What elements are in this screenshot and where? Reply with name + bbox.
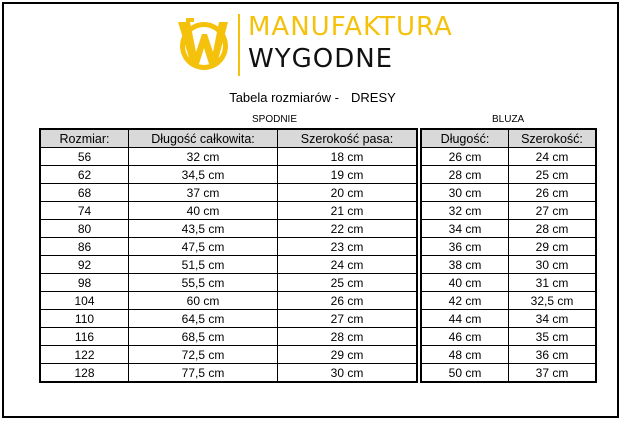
cell-size: 56: [40, 148, 129, 166]
cell-top-width: 37 cm: [509, 364, 597, 383]
cell-top-width: 35 cm: [509, 328, 597, 346]
table-row: [40, 166, 596, 184]
cell-size: 116: [40, 328, 129, 346]
cell-waist-width: 22 cm: [278, 220, 418, 238]
header-size: Rozmiar:: [40, 129, 129, 148]
header-top-width: Szerokość:: [509, 129, 597, 148]
cell-waist-width: 25 cm: [278, 274, 418, 292]
size-table: [39, 128, 597, 383]
cell-size: 68: [40, 184, 129, 202]
cell-size: 74: [40, 202, 129, 220]
cell-waist-width: 20 cm: [278, 184, 418, 202]
cell-top-width: 32,5 cm: [509, 292, 597, 310]
cell-total-length: 37 cm: [129, 184, 278, 202]
cell-top-width: 25 cm: [509, 166, 597, 184]
table-row: [40, 220, 596, 238]
cell-waist-width: 24 cm: [278, 256, 418, 274]
cell-total-length: 60 cm: [129, 292, 278, 310]
cell-size: 86: [40, 238, 129, 256]
table-row: [40, 310, 596, 328]
cell-total-length: 55,5 cm: [129, 274, 278, 292]
cell-total-length: 77,5 cm: [129, 364, 278, 383]
cell-top-width: 27 cm: [509, 202, 597, 220]
table-row: [40, 274, 596, 292]
table-row: [40, 346, 596, 364]
table-row: [40, 238, 596, 256]
header-total-length: Długość całkowita:: [129, 129, 278, 148]
section-label-pants: SPODNIE: [252, 114, 298, 125]
cell-size: 92: [40, 256, 129, 274]
cell-total-length: 64,5 cm: [129, 310, 278, 328]
cell-top-length: 30 cm: [421, 184, 509, 202]
cell-size: 80: [40, 220, 129, 238]
cell-total-length: 51,5 cm: [129, 256, 278, 274]
cell-top-length: 32 cm: [421, 202, 509, 220]
cell-total-length: 43,5 cm: [129, 220, 278, 238]
cell-total-length: 40 cm: [129, 202, 278, 220]
section-label-top: BLUZA: [492, 114, 525, 125]
cell-top-length: 28 cm: [421, 166, 509, 184]
cell-waist-width: 30 cm: [278, 364, 418, 383]
cell-size: 128: [40, 364, 129, 383]
header-waist-width: Szerokość pasa:: [278, 129, 418, 148]
cell-top-length: 48 cm: [421, 346, 509, 364]
cell-top-length: 38 cm: [421, 256, 509, 274]
chart-title: [4, 90, 621, 105]
cell-waist-width: 29 cm: [278, 346, 418, 364]
cell-size: 98: [40, 274, 129, 292]
table-row: [40, 292, 596, 310]
logo-divider: [238, 14, 240, 76]
table-header-row: [40, 129, 596, 148]
cell-waist-width: 19 cm: [278, 166, 418, 184]
cell-top-width: 36 cm: [509, 346, 597, 364]
table-row: [40, 364, 596, 383]
cell-total-length: 68,5 cm: [129, 328, 278, 346]
table-row: [40, 202, 596, 220]
cell-top-width: 26 cm: [509, 184, 597, 202]
cell-waist-width: 28 cm: [278, 328, 418, 346]
cell-waist-width: 26 cm: [278, 292, 418, 310]
brand-name-line2: WYGODNE: [248, 44, 394, 74]
cell-top-width: 24 cm: [509, 148, 597, 166]
cell-total-length: 34,5 cm: [129, 166, 278, 184]
cell-waist-width: 27 cm: [278, 310, 418, 328]
cell-total-length: 47,5 cm: [129, 238, 278, 256]
size-chart-frame: [2, 2, 619, 418]
cell-top-length: 26 cm: [421, 148, 509, 166]
cell-top-width: 31 cm: [509, 274, 597, 292]
cell-top-length: 44 cm: [421, 310, 509, 328]
cell-top-length: 34 cm: [421, 220, 509, 238]
table-row: [40, 148, 596, 166]
cell-top-width: 30 cm: [509, 256, 597, 274]
cell-size: 62: [40, 166, 129, 184]
cell-waist-width: 21 cm: [278, 202, 418, 220]
cell-top-length: 50 cm: [421, 364, 509, 383]
cell-top-width: 29 cm: [509, 238, 597, 256]
cell-waist-width: 18 cm: [278, 148, 418, 166]
brand-logo: [174, 12, 474, 82]
table-row: [40, 256, 596, 274]
header-top-length: Długość:: [421, 129, 509, 148]
brand-name-line1: MANUFAKTURA: [248, 12, 453, 42]
cell-size: 104: [40, 292, 129, 310]
cell-top-width: 28 cm: [509, 220, 597, 238]
cell-size: 110: [40, 310, 129, 328]
cell-total-length: 72,5 cm: [129, 346, 278, 364]
chart-title-product: DRESY: [351, 90, 396, 105]
cell-top-length: 36 cm: [421, 238, 509, 256]
table-row: [40, 328, 596, 346]
chart-title-main: Tabela rozmiarów -: [229, 90, 340, 105]
cell-top-length: 42 cm: [421, 292, 509, 310]
cell-top-length: 40 cm: [421, 274, 509, 292]
cell-size: 122: [40, 346, 129, 364]
table-row: [40, 184, 596, 202]
cell-top-length: 46 cm: [421, 328, 509, 346]
w-circle-logo-icon: [174, 12, 230, 76]
cell-waist-width: 23 cm: [278, 238, 418, 256]
cell-total-length: 32 cm: [129, 148, 278, 166]
cell-top-width: 34 cm: [509, 310, 597, 328]
